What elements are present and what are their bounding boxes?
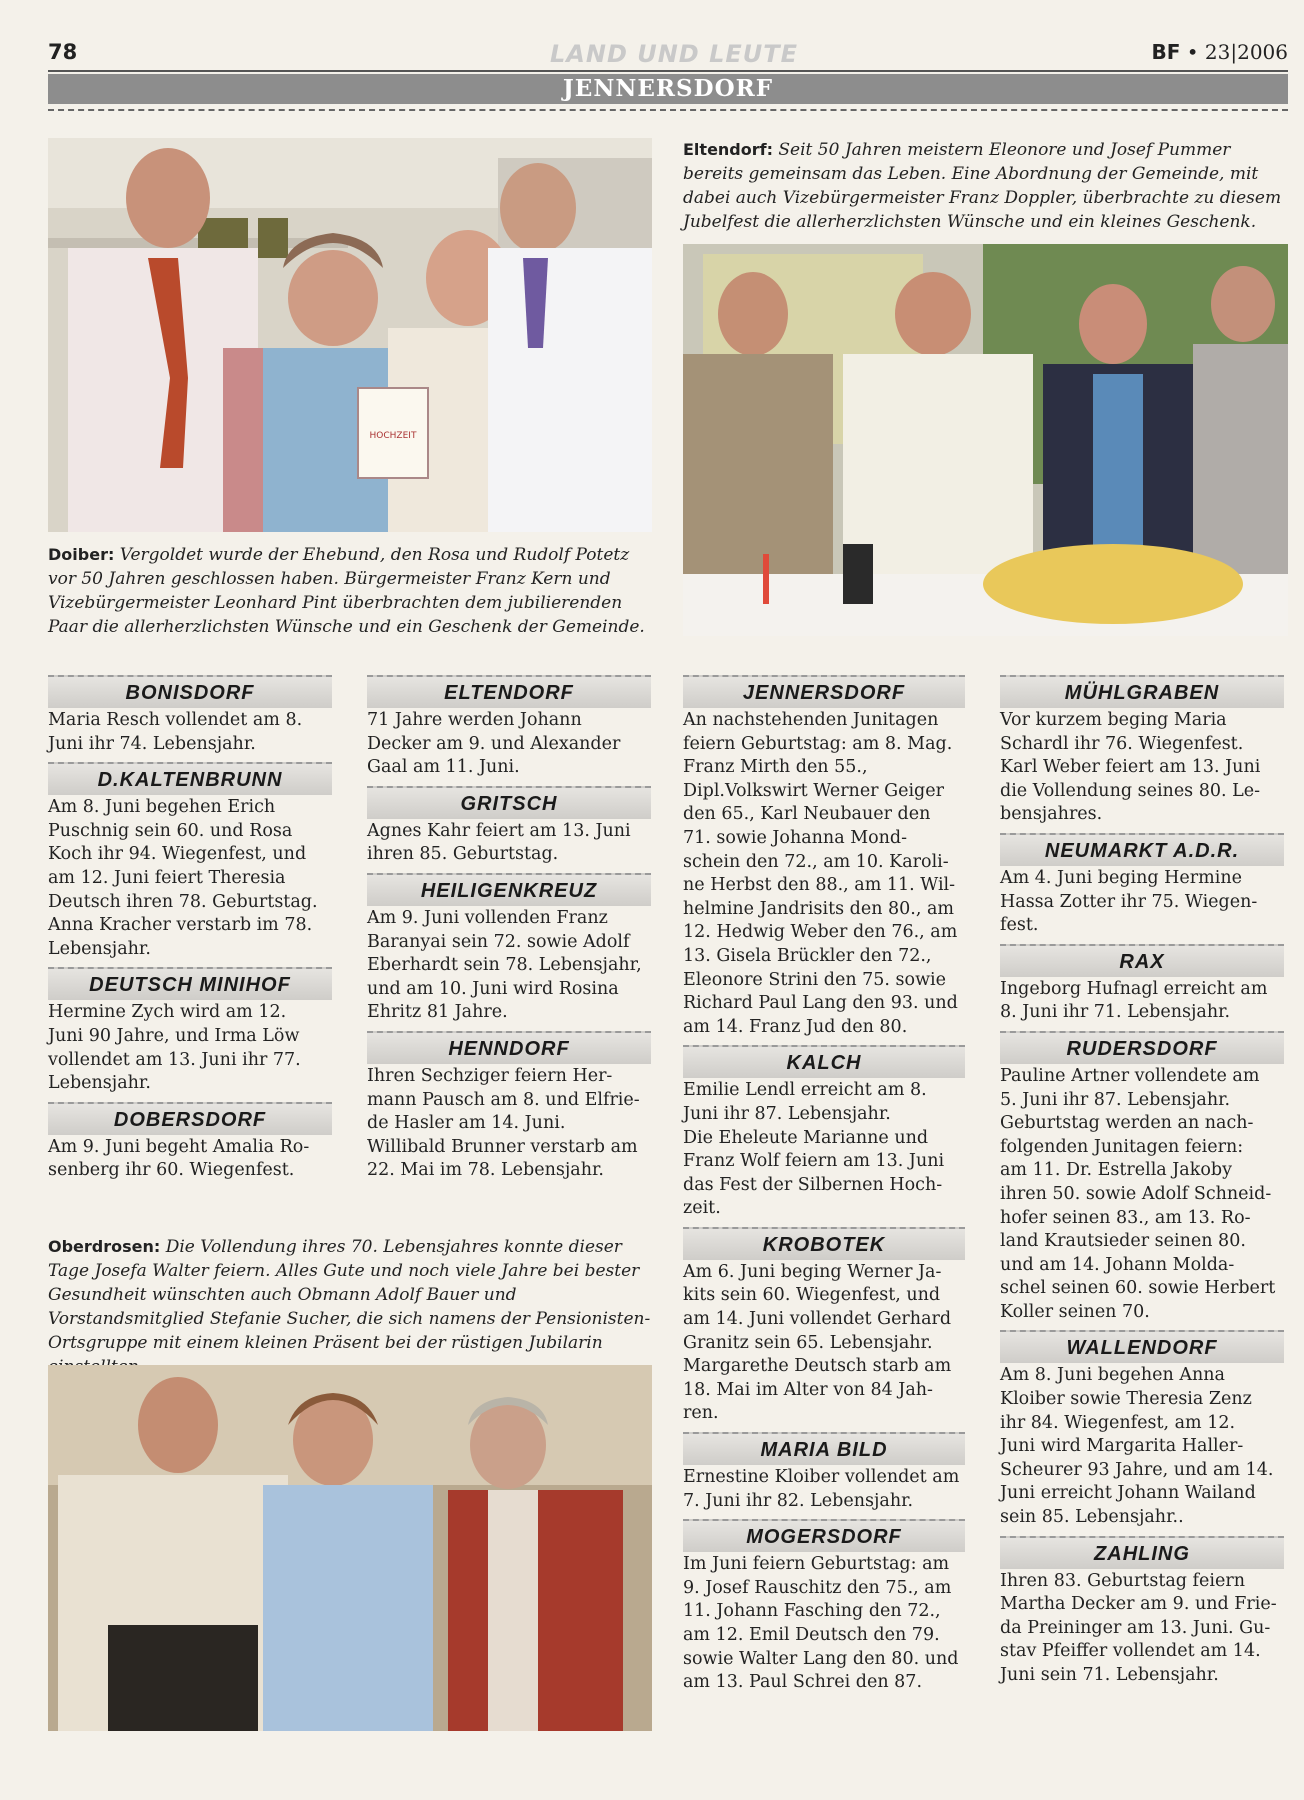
news-item-mogersdorf — [683, 1519, 965, 1695]
item-title: NEUMARKT A.D.R. — [1000, 833, 1284, 866]
item-title: HEILIGENKREUZ — [367, 873, 651, 906]
column-3 — [683, 675, 965, 1701]
item-title: RAX — [1000, 944, 1284, 977]
caption-place: Eltendorf: — [683, 140, 773, 159]
certificate-label: HOCHZEIT — [369, 431, 417, 441]
item-title: BONISDORF — [48, 675, 332, 708]
item-title: D.KALTENBRUNN — [48, 762, 332, 795]
item-text: Ihren 83. Geburtstag feiern Martha Decker am 9. und Frie- da Preininger am 13. Juni. Gu- stav Pfeiffer vollendet am 14. Juni sein 71. Lebensjahr. — [1000, 1570, 1277, 1685]
item-title: HENNDORF — [367, 1031, 651, 1064]
item-title: WALLENDORF — [1000, 1330, 1284, 1363]
item-text: Am 9. Juni begeht Amalia Ro- senberg ihr 60. Wiegenfest. — [48, 1136, 310, 1181]
caption-text: Vergoldet wurde der Ehebund, den Rosa und Rudolf Potetz vor 50 Jahren geschlossen haben. Bürgermeister Franz Kern und Vizebürgermeister Leonhard Pint überbrachten dem jubilierenden Paar die allerherzlichsten Wünsche und ein Geschenk der Gemeinde. — [48, 545, 645, 637]
news-item-eltendorf — [367, 675, 651, 780]
caption-text: Die Vollendung ihres 70. Lebensjahres konnte dieser Tage Josefa Walter feiern. Alles Gute und noch viele Jahre bei bester Gesundheit wünschten auch Obmann Adolf Bauer und Vorstandsmitglied Stefanie Sucher, die sich namens der Pensionisten-Ortsgruppe mit einem kleinen Präsent bei der rüstigen Jubilarin — [48, 1237, 651, 1353]
news-item-wallendorf — [1000, 1330, 1284, 1529]
item-text: 71 Jahre werden Johann Decker am 9. und Alexander Gaal am 11. Juni. — [367, 710, 621, 778]
news-item-heiligenkreuz — [367, 873, 651, 1025]
section-title: LAND UND LEUTE — [550, 40, 799, 68]
caption-text: Seit 50 Jahren meistern Eleonore und Josef Pummer bereits gemeinsam das Leben. Eine Abordnung der Gemeinde, mit dabei auch Vizebürgermeister Franz Doppler, überbrachte zu diesem Jubelfest die allerherzlichsten Wünsche und ein kleines Geschenk. — [683, 140, 1282, 232]
item-title: ZAHLING — [1000, 1536, 1284, 1569]
news-item-deutsch-minihof — [48, 967, 332, 1095]
news-item-neumarkt — [1000, 833, 1284, 938]
column-1 — [48, 675, 332, 1189]
news-item-dobersdorf — [48, 1102, 332, 1183]
caption-place: Oberdrosen: — [48, 1237, 161, 1256]
item-title: MARIA BILD — [683, 1432, 965, 1465]
item-text: Maria Resch vollendet am 8. Juni ihr 74. Lebensjahr. — [48, 710, 303, 754]
news-item-krobotek — [683, 1227, 965, 1426]
header-rule — [48, 70, 1288, 72]
news-item-rax — [1000, 944, 1284, 1025]
issue-number: 23|2006 — [1204, 40, 1288, 64]
news-item-henndorf — [367, 1031, 651, 1183]
news-item-jennersdorf — [683, 675, 965, 1039]
item-text: Pauline Artner vollendete am 5. Juni ihr 87. Lebensjahr. Geburtstag werden an nach- folgenden Junitagen feiern: am 11. Dr. Estrella Jakoby ihren 50. sowie Adolf Schneid- hofer seinen 83., am 13. Ro- land Krautsieder seinen 80. und am 14. Johann Molda- schel seinen 60. sowie Herbert Koller seinen 70. — [1000, 1065, 1276, 1322]
news-item-maria-bild — [683, 1432, 965, 1513]
photo-oberdrosen-caption — [48, 1235, 658, 1379]
item-text: Am 8. Juni begehen Erich Puschnig sein 60. und Rosa Koch ihr 94. Wiegenfest, und am 12. Juni feiert Theresia Deutsch ihren 78. Geburtstag. Anna Kracher verstarb im 78. Lebensjahr. — [48, 797, 318, 959]
photo-oberdrosen — [48, 1365, 652, 1731]
column-2 — [367, 675, 651, 1189]
item-text: Am 4. Juni beging Hermine Hassa Zotter ihr 75. Wiegen- fest. — [1000, 867, 1258, 936]
news-item-bonisdorf — [48, 675, 332, 756]
item-title: DOBERSDORF — [48, 1102, 332, 1135]
item-text: Hermine Zych wird am 12. Juni 90 Jahre, und Irma Löw vollendet am 13. Juni ihr 77. Lebensjahr. — [48, 1002, 301, 1094]
page-number: 78 — [48, 40, 78, 64]
item-title: GRITSCH — [367, 786, 651, 819]
item-text: Emilie Lendl erreicht am 8. Juni ihr 87. Lebensjahr. Die Eheleute Marianne und Franz Wolf feiern am 13. Juni das Fest der Silbernen Hoch- zeit. — [683, 1080, 945, 1219]
news-item-gritsch — [367, 786, 651, 867]
caption-place: Doiber: — [48, 545, 115, 564]
item-text: An nachstehenden Junitagen feiern Geburtstag: am 8. Mag. Franz Mirth den 55., Dipl.Volkswirt Werner Geiger den 65., Karl Neubauer den 71. sowie Johanna Mond- schein den 72., am 10. Karoli- ne Herbst den 88., am 11. Wil- helmine Jandrisits den 80., am 12. Hedwig Weber den 76., am 13. Gisela Brückler den 72., Eleonore Strini den 75. sowie Richard Paul Lang den 93. und am 14. Franz Jud den 80. — [683, 710, 958, 1037]
item-title: ELTENDORF — [367, 675, 651, 708]
news-item-muehlgraben — [1000, 675, 1284, 827]
item-text: Ingeborg Hufnagl erreicht am 8. Juni ihr 71. Lebensjahr. — [1000, 978, 1268, 1023]
item-text: Vor kurzem beging Maria Schardl ihr 76. Wiegenfest. Karl Weber feiert am 13. Juni die Vollendung seines 80. Le- bensjahres. — [1000, 710, 1261, 825]
item-text: Ernestine Kloiber vollendet am 7. Juni ihr 82. Lebensjahr. — [683, 1467, 960, 1511]
column-4 — [1000, 675, 1284, 1694]
item-title: DEUTSCH MINIHOF — [48, 967, 332, 1000]
news-item-kalch — [683, 1045, 965, 1221]
item-title: JENNERSDORF — [683, 675, 965, 708]
photo-eltendorf — [683, 244, 1288, 636]
item-text: Im Juni feiern Geburtstag: am 9. Josef Rauschitz den 75., am 11. Johann Fasching den 72., am 12. Emil Deutsch den 79. sowie Walter Lang den 80. und am 13. Paul Schrei den 87. — [683, 1554, 959, 1693]
photo-doiber — [48, 138, 652, 532]
item-text: Am 9. Juni vollenden Franz Baranyai sein 72. sowie Adolf Eberhardt sein 78. Lebensjahr, und am 10. Juni wird Rosina Ehritz 81 Jahre. — [367, 907, 642, 1023]
photo-eltendorf-caption — [683, 138, 1283, 234]
item-text: Agnes Kahr feiert am 13. Juni ihren 85. Geburtstag. — [367, 820, 631, 865]
item-text: Am 8. Juni begehen Anna Kloiber sowie Theresia Zenz ihr 84. Wiegenfest, am 12. Juni wird Margarita Haller- Scheurer 93 Jahre, und am 14. Juni erreicht Johann Wailand sein 85. Lebensjahr.. — [1000, 1365, 1274, 1528]
news-item-rudersdorf — [1000, 1031, 1284, 1325]
item-title: KALCH — [683, 1045, 965, 1078]
item-title: MOGERSDORF — [683, 1519, 965, 1552]
item-text: Am 6. Juni beging Werner Ja- kits sein 60. Wiegenfest, und am 14. Juni vollendet Gerhard Granitz sein 65. Lebensjahr. Margarethe Deutsch starb am 18. Mai im Alter von 84 Jah- ren. — [683, 1261, 952, 1424]
brand: BF — [1151, 40, 1181, 64]
banner-divider — [48, 109, 1288, 111]
news-item-zahling — [1000, 1536, 1284, 1688]
item-title: KROBOTEK — [683, 1227, 965, 1260]
item-title: MÜHLGRABEN — [1000, 675, 1284, 708]
photo-doiber-caption — [48, 543, 658, 639]
news-item-d-kaltenbrunn — [48, 762, 332, 961]
item-title: RUDERSDORF — [1000, 1031, 1284, 1064]
region-banner: JENNERSDORF — [48, 74, 1288, 104]
issue-info: BF • 23|2006 — [1151, 40, 1288, 64]
item-text: Ihren Sechziger feiern Her- mann Pausch am 8. und Elfrie- de Hasler am 14. Juni. Willibald Brunner verstarb am 22. Mai im 78. Lebensjahr. — [367, 1065, 640, 1181]
